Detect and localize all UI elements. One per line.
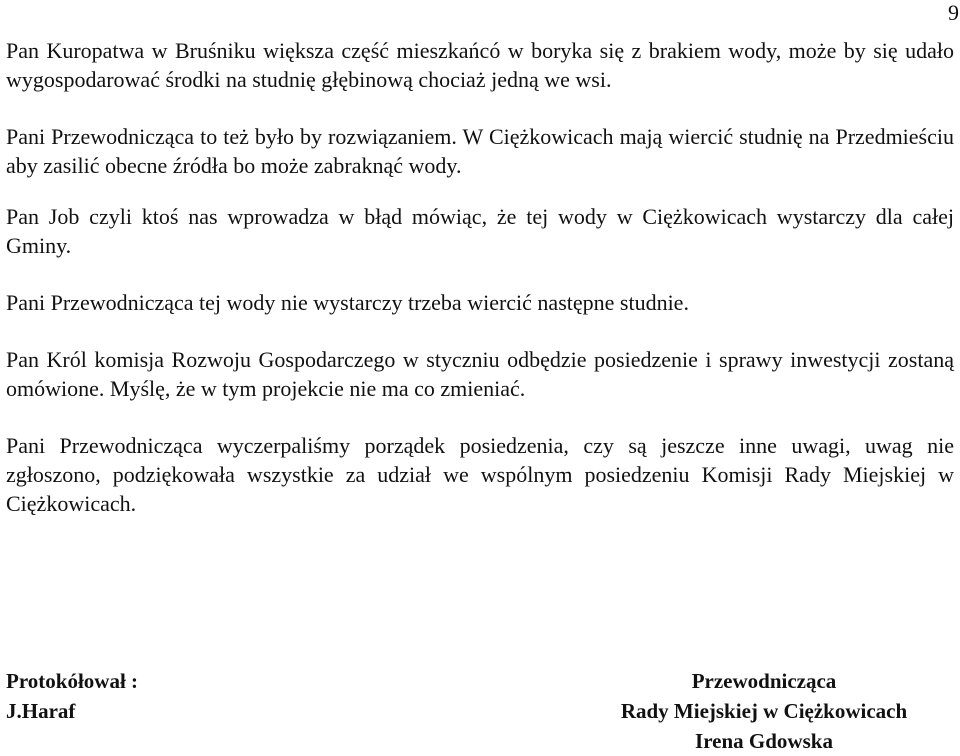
chairwoman-title: Przewodnicząca <box>691 669 837 693</box>
chairwoman-name: Irena Gdowska <box>695 729 833 753</box>
paragraph-kuropatwa: Pan Kuropatwa w Bruśniku większa część mieszkańcó w boryka się z brakiem wody, może by się udało wygospodarować środki na studnię głębinową chociaż jedną we wsi. <box>6 38 954 92</box>
paragraph-przewodniczaca-2: Pani Przewodnicząca tej wody nie wystarczy trzeba wiercić następne studnie. <box>6 290 689 315</box>
document-body <box>6 36 954 546</box>
signature-chairwoman <box>584 666 944 756</box>
paragraph-przewodniczaca-closing: Pani Przewodnicząca wyczerpaliśmy porządek posiedzenia, czy są jeszcze inne uwagi, uwag nie zgłoszono, podziękowała wszystkie za udział we wspólnym posiedzeniu Komisji Rady Miejskiej w Ciężkowicach. <box>6 433 954 516</box>
paragraph-krol: Pan Król komisja Rozwoju Gospodarczego w styczniu odbędzie posiedzenie i sprawy inwestycji zostaną omówione. Myślę, że w tym projekcie nie ma co zmieniać. <box>6 347 954 401</box>
signature-protocol-author <box>6 666 138 726</box>
paragraph-przewodniczaca-1: Pani Przewodnicząca to też było by rozwiązaniem. W Ciężkowicach mają wiercić studnię na Przedmieściu aby zasilić obecne źródła bo może zabraknąć wody. <box>6 124 954 178</box>
page-number: 9 <box>948 0 959 25</box>
protocol-author-name: J.Haraf <box>6 699 76 723</box>
paragraph-job: Pan Job czyli ktoś nas wprowadza w błąd mówiąc, że tej wody w Ciężkowicach wystarczy dla całej Gminy. <box>6 204 954 258</box>
protocol-author-label: Protokółował : <box>6 669 139 693</box>
chairwoman-council: Rady Miejskiej w Ciężkowicach <box>620 699 908 723</box>
